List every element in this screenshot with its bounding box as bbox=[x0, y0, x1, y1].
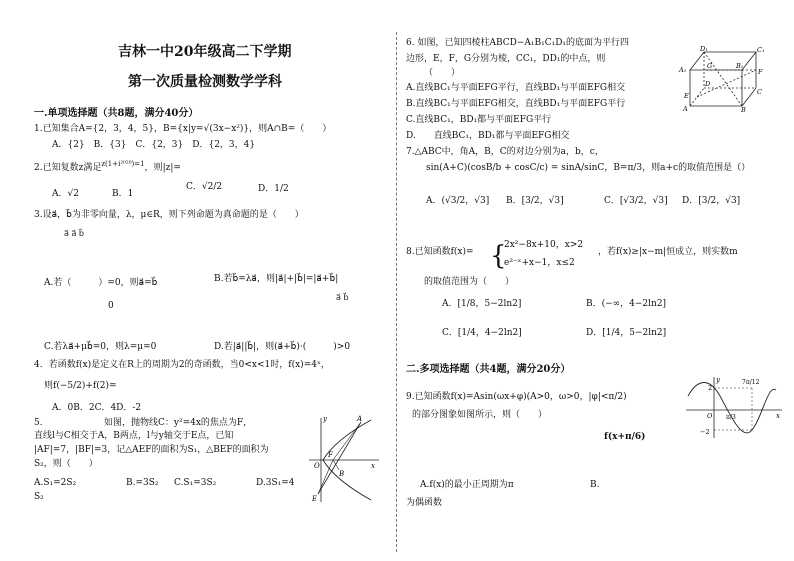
q5-tail: S₂ bbox=[34, 492, 44, 502]
fig6-label-f: F bbox=[758, 68, 763, 76]
q8-stem3: 的取值范围为（ ） bbox=[424, 277, 515, 287]
q6-stem1: 6. 如图，已知四棱柱ABCD−A₁B₁C₁D₁的底面为平行四 bbox=[406, 38, 630, 48]
edge-bc bbox=[742, 88, 756, 106]
q8-brace: { bbox=[490, 241, 507, 271]
q5-stem2: 直线l与C相交于A，B两点，l与y轴交于E点，已知 bbox=[34, 431, 234, 441]
segment-bf bbox=[333, 460, 339, 470]
fig6-label-c: C bbox=[757, 88, 762, 96]
q9-option-a: A.f(x)的最小正周期为π bbox=[420, 480, 514, 490]
q6-option-c: C.直线BC₁，BD₁都与平面EFG平行 bbox=[406, 115, 552, 125]
q9-tail: 为偶函数 bbox=[406, 498, 443, 508]
fig9-label-o: O bbox=[707, 412, 713, 420]
q5-option-c: C.S₁=3S₂ bbox=[174, 478, 217, 488]
q7-stem1: 7.△ABC中，角A，B，C的对边分别为a，b，c， bbox=[406, 147, 604, 157]
q2-option-b: B．1 bbox=[112, 189, 134, 199]
q5-stem3: |AF|=7，|BF|=3，记△AEF的面积为S₁，△BEF的面积为 bbox=[34, 445, 269, 455]
q2-stem-c: ，则|z|= bbox=[144, 163, 181, 173]
q8-option-c: C．[1/4，4−2ln2] bbox=[442, 328, 522, 338]
fig9-label-neg2: −2 bbox=[700, 428, 710, 436]
q2-stem bbox=[34, 159, 181, 174]
prism-top-face bbox=[690, 52, 756, 70]
q9-expression: f(x+π/6) bbox=[604, 432, 646, 442]
q5-option-a: A.S₁=2S₂ bbox=[34, 478, 77, 488]
q1-stem-c: ，则A∩B=（ ） bbox=[249, 124, 332, 134]
fig5-label-a: A bbox=[357, 415, 363, 423]
prism-figure bbox=[676, 44, 768, 112]
q2-option-a: A．√2 bbox=[52, 189, 79, 199]
fig6-label-g: G bbox=[707, 62, 713, 70]
q3-option-a: A.若（ ）=0，则a⃗=b⃗ bbox=[44, 278, 158, 288]
fig6-label-b1: B₁ bbox=[736, 62, 744, 70]
fig5-label-x: x bbox=[371, 462, 375, 470]
fig5-label-y: y bbox=[323, 415, 327, 423]
fig9-label-x: x bbox=[776, 412, 780, 420]
fig6-label-b: B bbox=[741, 106, 746, 112]
q7-option-b: B．[3/2，√3] bbox=[506, 196, 564, 206]
q2-option-c: C．√2/2 bbox=[186, 182, 223, 192]
q3-option-b: B.若b⃗=λa⃗，则|a⃗|+|b⃗|=|a⃗+b⃗| bbox=[214, 274, 339, 284]
sine-graph-figure bbox=[684, 374, 784, 440]
q3-option-d: D.若|a⃗||b⃗|，则(a⃗+b⃗)·( )>0 bbox=[214, 342, 351, 352]
fig6-label-d: D bbox=[705, 80, 711, 88]
segment-bd1 bbox=[704, 52, 742, 106]
q3-zero: 0 bbox=[108, 301, 114, 311]
q8-stem1: 8.已知函数f(x)= bbox=[406, 247, 474, 257]
q8-option-d: D．[1/4，5−2ln2] bbox=[586, 328, 667, 338]
q8-case1: 2x²−8x+10，x>2 bbox=[504, 240, 584, 250]
section1-heading: 一.单项选择题（共8题，满分40分） bbox=[34, 108, 199, 119]
fig6-label-d1: D₁ bbox=[700, 45, 708, 53]
q7-option-a: A．(√3/2，√3] bbox=[426, 196, 490, 206]
q8-option-a: A．[1/8，5−2ln2] bbox=[442, 299, 522, 309]
fig9-label-2: 2 bbox=[708, 384, 713, 392]
q5-option-d: D.3S₁=4 bbox=[256, 478, 295, 488]
segment-ef bbox=[318, 460, 333, 494]
q9-stem2: 的部分图象如图所示，则（ ） bbox=[412, 410, 548, 420]
fig5-label-o: O bbox=[314, 462, 320, 470]
fig5-label-b: B bbox=[339, 470, 345, 478]
q3-fragment: a⃗ a⃗ b⃗ bbox=[64, 229, 84, 238]
q6-stem3: （ ） bbox=[424, 68, 461, 78]
q5-option-b: B.=3S₂ bbox=[126, 478, 159, 488]
q5-stem1: 如图，抛物线C：y²=4x的焦点为F， bbox=[104, 418, 253, 428]
q9-option-b: B. bbox=[590, 480, 600, 490]
q5-number: 5. bbox=[34, 418, 43, 428]
fig9-label-7pi12: 7π/12 bbox=[742, 379, 760, 386]
fig6-label-c1: C₁ bbox=[757, 46, 765, 54]
segment-af bbox=[333, 422, 361, 460]
q1-stem-a: 1.已知集合A={2，3，4，5}，B= bbox=[34, 124, 178, 134]
section2-heading: 二.多项选择题（共4题，满分20分） bbox=[406, 364, 571, 375]
q6-stem2: 边形，E，F，G分别为棱，CC₁，DD₁的中点，则 bbox=[406, 54, 606, 64]
q4-stem2: 则f(−5/2)+f(2)= bbox=[44, 381, 117, 391]
q8-stem2: ，若f(x)≥|x−m|恒成立，则实数m bbox=[598, 247, 738, 257]
fig9-label-y: y bbox=[716, 376, 720, 384]
q1-stem bbox=[34, 124, 331, 135]
q7-option-c: C．[√3/2，√3] bbox=[604, 196, 668, 206]
q3-option-b-fragment: a⃗ b⃗ bbox=[336, 293, 349, 302]
q3-stem: 3.设a⃗，b⃗为非零向量，λ，μ∈R，则下列命题为真命题的是（ ） bbox=[34, 210, 304, 220]
fig6-label-e: E bbox=[684, 92, 689, 100]
fig5-label-e: E bbox=[312, 495, 318, 503]
q7-stem2: sin(A+C)(cosB/b + cosC/c) = sinA/sinC，B=π/3，则a+c的取值范围是（） bbox=[426, 163, 751, 173]
q1-stem-b: {x|y=√(3x−x²)} bbox=[177, 124, 250, 134]
column-divider bbox=[396, 32, 397, 552]
fig5-label-f: F bbox=[328, 451, 333, 459]
q6-option-b: B.直线BC₁与平面EFG相交，直线BD₁与平面EFG平行 bbox=[406, 99, 626, 109]
school-title: 吉林一中20年级高二下学期 bbox=[118, 44, 292, 60]
parabola-figure bbox=[305, 412, 383, 504]
fig9-label-pi3: π/3 bbox=[726, 414, 736, 421]
q2-option-d: D．1/2 bbox=[258, 184, 289, 194]
q2-stem-a: 2.已知复数z满足 bbox=[34, 163, 102, 173]
q2-exp: z(1+i²⁰²⁰)=1 bbox=[101, 160, 145, 168]
q1-options: A．{2} B．{3} C．{2，3} D．{2，3，4} bbox=[52, 140, 256, 150]
q8-case2: e²⁻ˣ+x−1，x≤2 bbox=[504, 258, 575, 268]
q5-stem4: S₂，则（ ） bbox=[34, 459, 98, 469]
fig6-label-a1: A₁ bbox=[679, 66, 687, 74]
q6-option-a: A.直线BC₁与平面EFG平行，直线BD₁与平面EFG相交 bbox=[406, 83, 626, 93]
q9-stem1: 9.已知函数f(x)=Asin(ωx+φ)(A>0，ω>0，|φ|<π/2) bbox=[406, 392, 627, 402]
q3-option-c: C.若λa⃗+μb⃗=0，则λ=μ=0 bbox=[44, 342, 157, 352]
q4-options: A．0B．2C．4D．-2 bbox=[52, 403, 142, 413]
q4-stem: 4．若函数f(x)是定义在R上的周期为2的奇函数，当0<x<1时，f(x)=4ˣ， bbox=[34, 360, 330, 370]
q7-option-d: D．[3/2，√3] bbox=[682, 196, 741, 206]
sine-curve bbox=[688, 383, 776, 433]
exam-title: 第一次质量检测数学学科 bbox=[128, 74, 282, 90]
q8-option-b: B．(−∞，4−2ln2] bbox=[586, 299, 667, 309]
q6-option-d: D. 直线BC₁，BD₁都与平面EFG相交 bbox=[406, 131, 570, 141]
fig6-label-a: A bbox=[683, 105, 688, 112]
